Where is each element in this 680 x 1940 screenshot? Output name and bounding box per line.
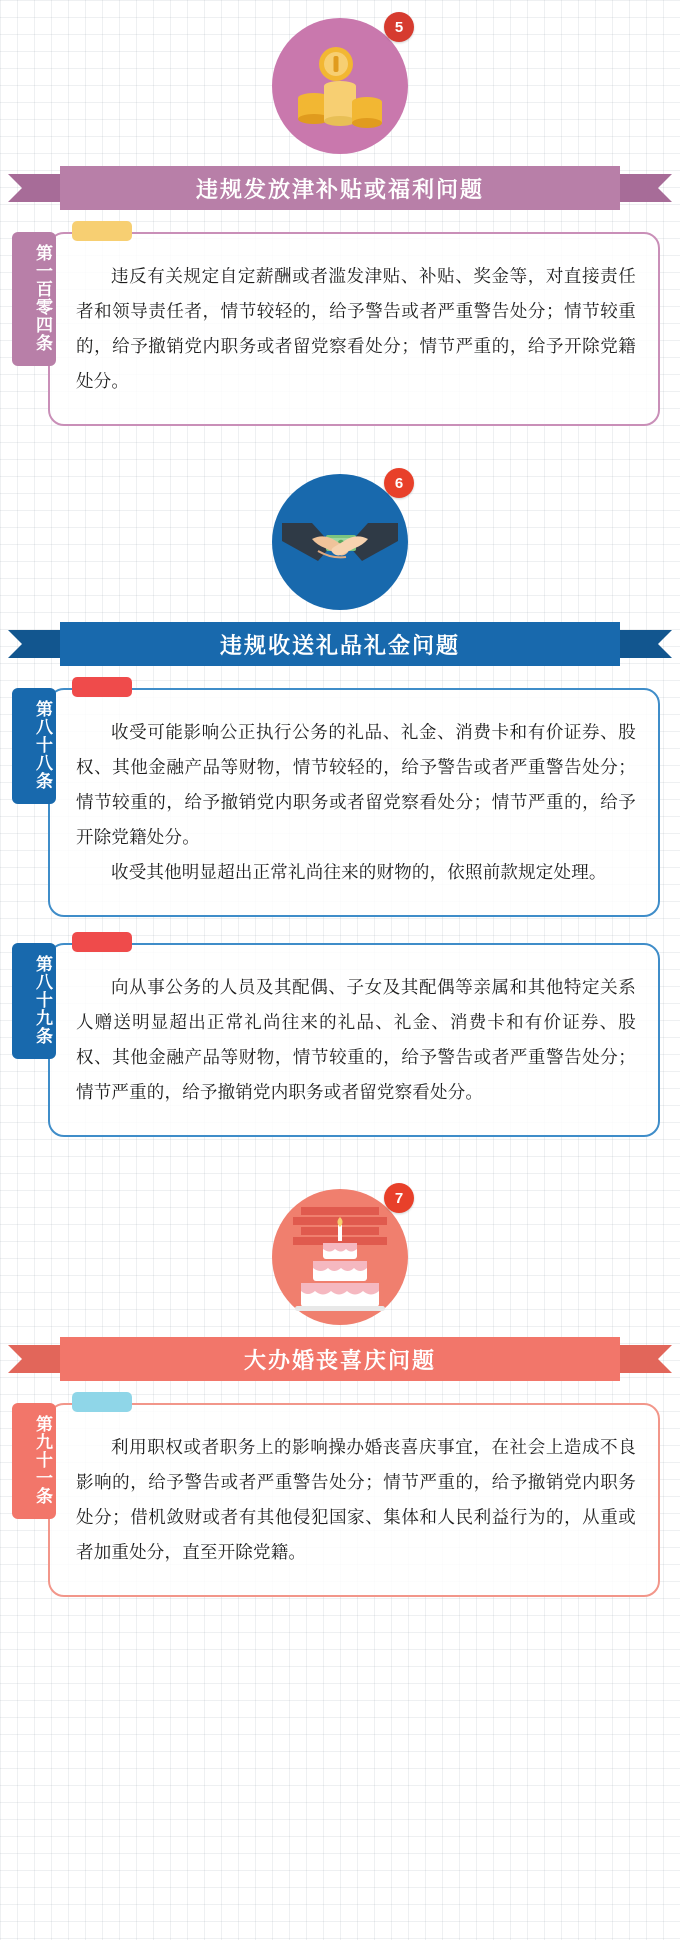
- section-title-ribbon: [0, 166, 680, 210]
- section-title-text: 大办婚丧喜庆问题: [243, 1348, 436, 1374]
- article-paragraph: 向从事公务的人员及其配偶、子女及其配偶等亲属和其他特定关系人赠送明显超出正常礼尚往来的礼品、礼金、消费卡和有价证券、股权、其他金融产品等财物，情节较重的，给予警告或者严重警告处分；情节严重的，给予撤销党内职务或者留党察看处分。: [76, 978, 636, 1103]
- section-violation-subsidy: [0, 0, 680, 426]
- article-tab-chip: [72, 1392, 132, 1412]
- article-block: [0, 232, 680, 426]
- article-block: [0, 688, 680, 917]
- article-label: 第八十九条: [12, 943, 56, 1059]
- article-label: 第一百零四条: [12, 232, 56, 366]
- illustration-circle-blue: [272, 474, 408, 610]
- article-paragraph: 收受其他明显超出正常礼尚往来的财物的，依照前款规定处理。: [111, 863, 607, 883]
- article-card: [48, 943, 660, 1137]
- article-card: [48, 232, 660, 426]
- section-title-text: 违规收送礼品礼金问题: [219, 633, 460, 659]
- coins-stack-icon: [288, 40, 392, 132]
- article-card: [48, 688, 660, 917]
- handshake-bribe-icon: [282, 505, 398, 579]
- section-title-ribbon: [0, 622, 680, 666]
- section-badge-number: 6: [384, 468, 414, 498]
- article-paragraph: 利用职权或者职务上的影响操办婚丧喜庆事宜，在社会上造成不良影响的，给予警告或者严重警告处分；情节严重的，给予撤销党内职务处分；借机敛财或者有其他侵犯国家、集体和人民利益行为的，从重或者加重处分，直至开除党籍。: [76, 1438, 636, 1563]
- article-tab-chip: [72, 221, 132, 241]
- section-title-text: 违规发放津补贴或福利问题: [195, 177, 484, 203]
- article-paragraph: 收受可能影响公正执行公务的礼品、礼金、消费卡和有价证券、股权、其他金融产品等财物，情节较轻的，给予警告或者严重警告处分；情节较重的，给予撤销党内职务或者留党察看处分；情节严重的，给予开除党籍处分。: [76, 723, 636, 848]
- article-card: [48, 1403, 660, 1597]
- article-block: [0, 943, 680, 1137]
- article-tab-chip: [72, 677, 132, 697]
- article-label: 第九十一条: [12, 1403, 56, 1519]
- illustration-handshake: [0, 474, 680, 610]
- section-title-ribbon: [0, 1337, 680, 1381]
- illustration-circle-purple: [272, 18, 408, 154]
- article-tab-chip: [72, 932, 132, 952]
- illustration-coins: [0, 18, 680, 154]
- article-paragraph: 违反有关规定自定薪酬或者滥发津贴、补贴、奖金等，对直接责任者和领导责任者，情节较轻的，给予警告或者严重警告处分；情节较重的，给予撤销党内职务或者留党察看处分；情节严重的，给予开除党籍处分。: [76, 267, 636, 392]
- section-violation-gifts: [0, 426, 680, 1137]
- illustration-cake: [0, 1189, 680, 1325]
- section-lavish-ceremonies: [0, 1137, 680, 1597]
- article-label: 第八十八条: [12, 688, 56, 804]
- illustration-circle-coral: [272, 1189, 408, 1325]
- wedding-cake-icon: [287, 1203, 393, 1311]
- section-badge-number: 5: [384, 12, 414, 42]
- section-badge-number: 7: [384, 1183, 414, 1213]
- article-block: [0, 1403, 680, 1597]
